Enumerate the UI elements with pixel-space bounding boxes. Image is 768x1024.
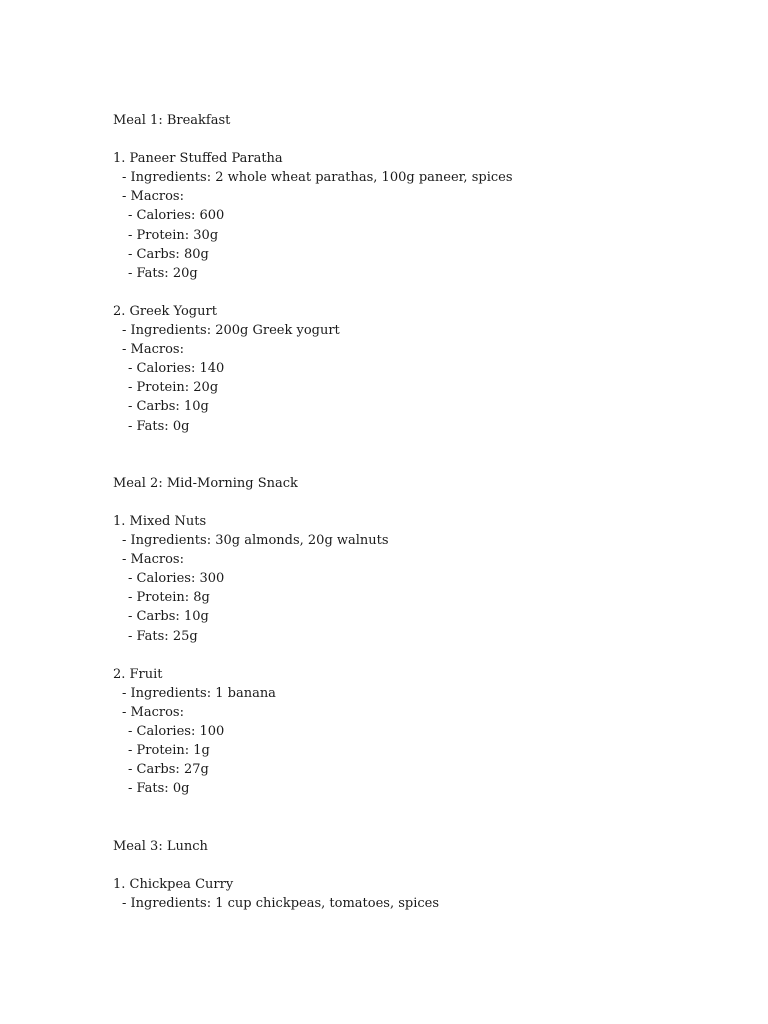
blank-line [113,856,733,875]
ingredients-line: - Ingredients: 30g almonds, 20g walnuts [122,533,389,549]
macros-label: - Macros: [122,704,184,720]
carbs-line: - Carbs: 27g [128,762,209,778]
protein-line: - Protein: 8g [128,590,210,606]
document-page [113,111,733,913]
meal-heading: Meal 2: Mid-Morning Snack [113,475,298,491]
fats-line: - Fats: 0g [128,418,190,434]
ingredients-line: - Ingredients: 1 cup chickpeas, tomatoes, spices [122,895,440,911]
meal-item-title: 2. Fruit [113,666,163,682]
ingredients-line: - Ingredients: 1 banana [122,685,276,701]
calories-line: - Calories: 100 [128,724,225,739]
blank-line [113,436,733,474]
meal-item-title: 1. Chickpea Curry [113,876,234,892]
blank-line [113,646,733,665]
meal-item-title: 1. Mixed Nuts [113,513,207,529]
protein-line: - Protein: 1g [128,743,210,759]
calories-line: - Calories: 140 [128,361,225,377]
ingredients-line: - Ingredients: 2 whole wheat parathas, 100g paneer, spices [122,170,513,186]
fats-line: - Fats: 0g [128,781,190,797]
blank-line [113,798,733,836]
blank-line [113,283,733,302]
meal-heading: Meal 1: Breakfast [113,113,231,128]
macros-label: - Macros: [122,342,184,358]
fats-line: - Fats: 20g [128,265,198,281]
calories-line: - Calories: 300 [128,571,225,587]
meal-item-title: 2. Greek Yogurt [113,303,217,319]
carbs-line: - Carbs: 10g [128,399,209,415]
macros-label: - Macros: [122,552,184,568]
meal-heading: Meal 3: Lunch [113,838,208,854]
calories-line: - Calories: 600 [128,208,225,224]
blank-line [113,493,733,512]
protein-line: - Protein: 20g [128,380,219,396]
carbs-line: - Carbs: 80g [128,246,209,262]
macros-label: - Macros: [122,189,184,205]
protein-line: - Protein: 30g [128,227,219,243]
meal-item-title: 1. Paneer Stuffed Paratha [113,151,283,167]
ingredients-line: - Ingredients: 200g Greek yogurt [122,323,340,339]
blank-line [113,130,733,149]
carbs-line: - Carbs: 10g [128,609,209,625]
fats-line: - Fats: 25g [128,628,198,644]
